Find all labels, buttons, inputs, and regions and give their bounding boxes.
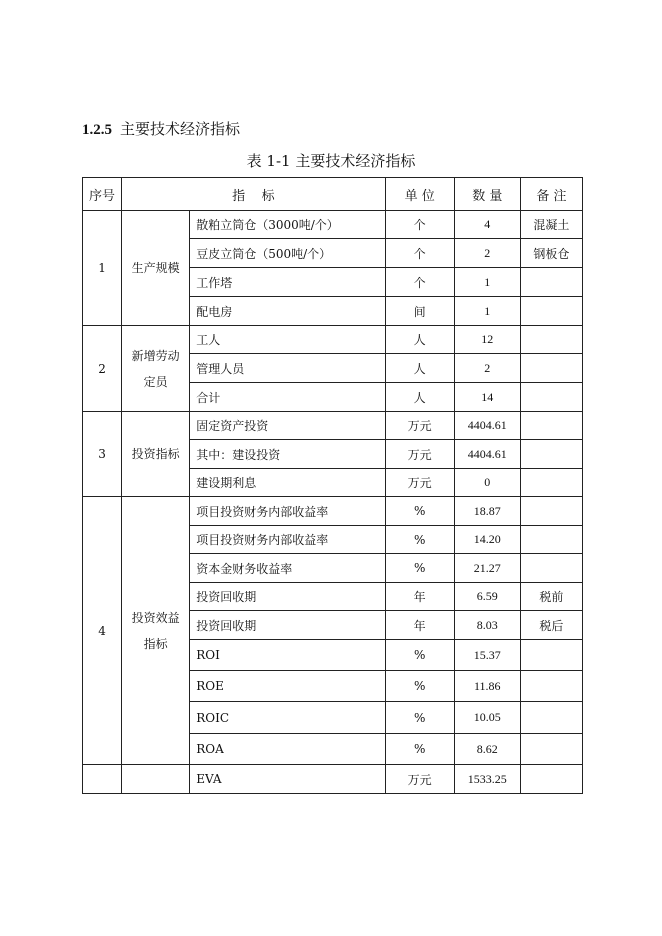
quantity-cell: 0 bbox=[454, 469, 520, 497]
unit-cell: % bbox=[385, 640, 454, 671]
quantity-cell: 4404.61 bbox=[454, 412, 520, 440]
indicator-cell: 项目投资财务内部收益率 bbox=[190, 497, 385, 526]
indicator-cell: ROIC bbox=[190, 702, 385, 734]
quantity-cell: 6.59 bbox=[454, 583, 520, 611]
table-row bbox=[83, 326, 583, 354]
note-cell bbox=[520, 412, 582, 440]
indicators-table bbox=[82, 177, 583, 794]
group-number: 3 bbox=[83, 412, 122, 497]
note-cell: 混凝土 bbox=[520, 211, 582, 239]
note-cell bbox=[520, 383, 582, 412]
quantity-cell: 2 bbox=[454, 239, 520, 268]
quantity-cell: 4 bbox=[454, 211, 520, 239]
indicator-cell: 建设期利息 bbox=[190, 469, 385, 497]
unit-cell: % bbox=[385, 734, 454, 765]
section-title: 主要技术经济指标 bbox=[120, 120, 241, 138]
indicator-cell: 豆皮立筒仓（500吨/个） bbox=[190, 239, 385, 268]
quantity-cell: 4404.61 bbox=[454, 440, 520, 469]
note-cell bbox=[520, 554, 582, 583]
indicator-cell: EVA bbox=[190, 765, 385, 794]
note-cell: 税前 bbox=[520, 583, 582, 611]
note-cell bbox=[520, 702, 582, 734]
quantity-cell: 1533.25 bbox=[454, 765, 520, 794]
table-header-row bbox=[83, 178, 583, 211]
quantity-cell: 12 bbox=[454, 326, 520, 354]
indicator-cell: 资本金财务收益率 bbox=[190, 554, 385, 583]
quantity-cell: 1 bbox=[454, 268, 520, 297]
quantity-cell: 21.27 bbox=[454, 554, 520, 583]
table-row bbox=[83, 211, 583, 239]
note-cell bbox=[520, 734, 582, 765]
indicator-cell: 固定资产投资 bbox=[190, 412, 385, 440]
note-cell bbox=[520, 469, 582, 497]
header-unit: 单 位 bbox=[385, 178, 454, 211]
unit-cell: 人 bbox=[385, 326, 454, 354]
note-cell bbox=[520, 765, 582, 794]
note-cell bbox=[520, 268, 582, 297]
quantity-cell: 15.37 bbox=[454, 640, 520, 671]
indicator-cell: 工作塔 bbox=[190, 268, 385, 297]
unit-cell: % bbox=[385, 671, 454, 702]
unit-cell: 万元 bbox=[385, 440, 454, 469]
group-number: 2 bbox=[83, 326, 122, 412]
indicator-cell: ROE bbox=[190, 671, 385, 702]
quantity-cell: 1 bbox=[454, 297, 520, 326]
unit-cell: 个 bbox=[385, 239, 454, 268]
unit-cell: 间 bbox=[385, 297, 454, 326]
note-cell bbox=[520, 526, 582, 554]
group-number: 1 bbox=[83, 211, 122, 326]
unit-cell: 年 bbox=[385, 611, 454, 640]
unit-cell: 人 bbox=[385, 383, 454, 412]
unit-cell: 万元 bbox=[385, 469, 454, 497]
note-cell: 税后 bbox=[520, 611, 582, 640]
group-number: 4 bbox=[83, 497, 122, 765]
indicator-cell: 投资回收期 bbox=[190, 583, 385, 611]
unit-cell: 年 bbox=[385, 583, 454, 611]
unit-cell: % bbox=[385, 497, 454, 526]
indicator-cell: 管理人员 bbox=[190, 354, 385, 383]
quantity-cell: 8.03 bbox=[454, 611, 520, 640]
group-number bbox=[83, 765, 122, 794]
unit-cell: % bbox=[385, 526, 454, 554]
group-category: 投资效益指标 bbox=[122, 497, 190, 765]
note-cell: 钢板仓 bbox=[520, 239, 582, 268]
section-number: 1.2.5 bbox=[82, 122, 112, 138]
unit-cell: 个 bbox=[385, 268, 454, 297]
note-cell bbox=[520, 671, 582, 702]
indicator-cell: ROI bbox=[190, 640, 385, 671]
unit-cell: 人 bbox=[385, 354, 454, 383]
note-cell bbox=[520, 640, 582, 671]
unit-cell: % bbox=[385, 554, 454, 583]
indicator-cell: ROA bbox=[190, 734, 385, 765]
indicator-cell: 项目投资财务内部收益率 bbox=[190, 526, 385, 554]
group-category: 新增劳动定员 bbox=[122, 326, 190, 412]
indicator-cell: 合计 bbox=[190, 383, 385, 412]
quantity-cell: 14.20 bbox=[454, 526, 520, 554]
quantity-cell: 2 bbox=[454, 354, 520, 383]
note-cell bbox=[520, 497, 582, 526]
quantity-cell: 11.86 bbox=[454, 671, 520, 702]
quantity-cell: 10.05 bbox=[454, 702, 520, 734]
indicator-cell: 投资回收期 bbox=[190, 611, 385, 640]
note-cell bbox=[520, 440, 582, 469]
note-cell bbox=[520, 354, 582, 383]
group-category: 生产规模 bbox=[122, 211, 190, 326]
header-qty: 数 量 bbox=[454, 178, 520, 211]
header-note: 备 注 bbox=[520, 178, 582, 211]
indicator-cell: 工人 bbox=[190, 326, 385, 354]
quantity-cell: 18.87 bbox=[454, 497, 520, 526]
unit-cell: 个 bbox=[385, 211, 454, 239]
section-heading bbox=[82, 118, 240, 139]
table-row bbox=[83, 765, 583, 794]
note-cell bbox=[520, 326, 582, 354]
unit-cell: % bbox=[385, 702, 454, 734]
unit-cell: 万元 bbox=[385, 765, 454, 794]
group-category bbox=[122, 765, 190, 794]
indicator-cell: 散粕立筒仓（3000吨/个） bbox=[190, 211, 385, 239]
group-category: 投资指标 bbox=[122, 412, 190, 497]
table-row bbox=[83, 497, 583, 526]
unit-cell: 万元 bbox=[385, 412, 454, 440]
indicator-cell: 其中：建设投资 bbox=[190, 440, 385, 469]
table-row bbox=[83, 412, 583, 440]
quantity-cell: 14 bbox=[454, 383, 520, 412]
table-caption: 表 1-1 主要技术经济指标 bbox=[246, 152, 416, 170]
note-cell bbox=[520, 297, 582, 326]
header-no: 序号 bbox=[83, 178, 122, 211]
header-item: 指 标 bbox=[122, 178, 386, 211]
indicator-cell: 配电房 bbox=[190, 297, 385, 326]
quantity-cell: 8.62 bbox=[454, 734, 520, 765]
